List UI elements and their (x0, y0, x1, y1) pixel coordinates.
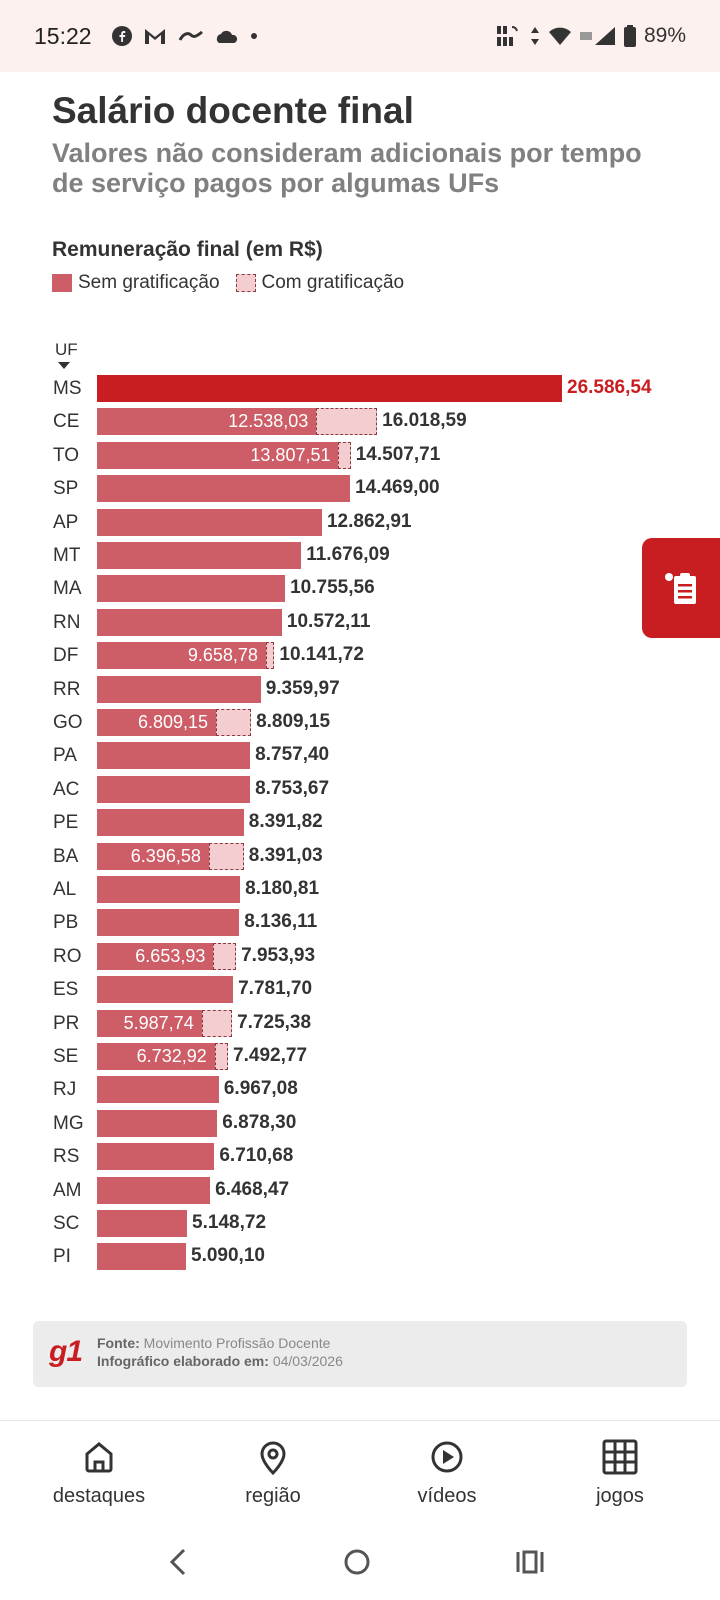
volte-icon (496, 24, 522, 48)
status-bar (0, 0, 720, 72)
bar-extension-ba (209, 843, 244, 870)
bar-rs (97, 1143, 214, 1170)
floating-action-button[interactable] (642, 538, 720, 638)
category-label-pb: PB (53, 912, 79, 934)
base-value-label-ro: 6.653,93 (135, 945, 206, 966)
back-icon[interactable] (159, 1542, 199, 1582)
bar-extension-to (338, 442, 350, 469)
home-icon (79, 1437, 119, 1477)
bar-ap (97, 509, 322, 536)
bar-extension-df (266, 642, 274, 669)
bar-extension-ce (316, 408, 377, 435)
total-value-label-pb: 8.136,11 (244, 911, 318, 933)
source-label: Fonte: (97, 1335, 140, 1351)
legend-label-com: Com gratificação (261, 272, 405, 293)
total-value-label-pa: 8.757,40 (255, 744, 330, 766)
total-value-label-pi: 5.090,10 (191, 1245, 265, 1267)
battery-percent: 89% (643, 24, 686, 47)
chart-subtitle: Valores não consideram adicionais por tempo de serviço pagos por algumas UFs (52, 138, 642, 198)
gmail-icon (144, 27, 166, 45)
base-value-label-go: 6.809,15 (138, 712, 209, 732)
notification-icons (112, 26, 258, 46)
signal-5g-icon (580, 26, 616, 46)
legend-item-sem (52, 272, 220, 294)
total-value-label-es: 7.781,70 (238, 978, 313, 1000)
total-value-label-ma: 10.755,56 (290, 577, 375, 599)
total-value-label-df: 10.141,72 (279, 644, 364, 666)
bar-pa (97, 742, 250, 769)
measure-label: Remuneração final (em R$) (52, 238, 323, 261)
system-status-icons (496, 24, 686, 48)
total-value-label-ba: 8.391,03 (248, 844, 323, 866)
source-box (33, 1321, 687, 1387)
category-label-rr: RR (53, 678, 81, 700)
category-label-ms: MS (53, 378, 82, 399)
axis-header-uf[interactable]: UF (55, 340, 78, 359)
legend-swatch-dashed (236, 274, 256, 292)
bar-pe (97, 809, 244, 836)
bar-ms (97, 375, 562, 402)
bar-sc (97, 1210, 187, 1237)
base-value-label-pr: 5.987,74 (123, 1012, 194, 1033)
location-pin-icon (253, 1437, 293, 1477)
total-value-label-se: 7.492,77 (233, 1045, 308, 1066)
bar-al (97, 876, 240, 903)
source-value: Movimento Profissão Docente (143, 1335, 331, 1351)
made-line (97, 1353, 343, 1369)
category-label-ba: BA (53, 845, 79, 867)
category-label-ap: AP (53, 511, 79, 533)
total-value-label-rj: 6.967,08 (223, 1078, 298, 1100)
ifood-icon (178, 29, 204, 43)
total-value-label-mt: 11.676,09 (306, 544, 390, 565)
legend-swatch-solid (52, 274, 72, 292)
total-value-label-mg: 6.878,30 (222, 1111, 297, 1133)
base-value-label-df: 9.658,78 (187, 645, 258, 666)
legend (52, 272, 420, 294)
bar-ac (97, 776, 250, 803)
category-label-sp: SP (53, 478, 79, 500)
bar-mg (97, 1110, 217, 1137)
category-label-pi: PI (53, 1246, 71, 1268)
legend-label-sem: Sem gratificação (78, 272, 220, 293)
nav-label-destaques: destaques (52, 1485, 146, 1507)
dot-icon (250, 32, 258, 40)
bar-mt (97, 542, 301, 569)
data-arrows-icon (530, 26, 540, 46)
category-label-ma: MA (53, 578, 82, 600)
bar-am (97, 1177, 210, 1204)
bar-extension-ro (213, 943, 236, 970)
total-value-label-ac: 8.753,67 (255, 777, 330, 799)
category-label-mt: MT (53, 545, 81, 566)
total-value-label-ap: 12.862,91 (326, 510, 412, 532)
bottom-navigation (0, 1420, 720, 1520)
bar-rn (97, 609, 282, 636)
total-value-label-rr: 9.359,97 (265, 677, 340, 699)
bar-extension-pr (202, 1010, 232, 1037)
legend-item-com (236, 272, 405, 294)
bar-es (97, 976, 233, 1003)
total-value-label-pe: 8.391,82 (248, 811, 323, 833)
nav-label-jogos: jogos (596, 1485, 644, 1507)
bar-extension-go (216, 709, 251, 736)
recents-icon[interactable] (510, 1542, 550, 1582)
category-label-al: AL (53, 879, 77, 900)
base-value-label-to: 13.807,51 (250, 444, 331, 465)
total-value-label-go: 8.809,15 (256, 711, 331, 732)
made-label: Infográfico elaborado em: (97, 1353, 269, 1369)
facebook-icon (112, 26, 132, 46)
made-value: 04/03/2026 (272, 1353, 343, 1369)
source-line (97, 1335, 330, 1351)
base-value-label-ce: 12.538,03 (228, 411, 309, 432)
category-label-se: SE (53, 1046, 79, 1067)
total-value-label-ms: 26.586,54 (567, 377, 652, 398)
nav-regiao[interactable] (203, 1437, 343, 1508)
bar-pi (97, 1243, 186, 1270)
bar-chart (0, 372, 720, 1272)
bar-extension-se (215, 1043, 228, 1070)
g1-logo: g1 (49, 1335, 83, 1368)
category-label-go: GO (53, 712, 83, 733)
battery-icon (624, 25, 636, 47)
bar-pb (97, 909, 239, 936)
total-value-label-al: 8.180,81 (245, 878, 320, 899)
category-label-pa: PA (53, 745, 77, 767)
nav-jogos[interactable] (550, 1437, 690, 1508)
category-label-to: TO (53, 444, 80, 466)
home-circle-icon[interactable] (337, 1542, 377, 1582)
category-label-rn: RN (53, 611, 81, 633)
total-value-label-ro: 7.953,93 (241, 944, 316, 966)
total-value-label-ce: 16.018,59 (382, 410, 467, 432)
category-label-rj: RJ (53, 1079, 77, 1101)
category-label-sc: SC (53, 1213, 80, 1234)
bar-sp (97, 475, 350, 502)
base-value-label-se: 6.732,92 (136, 1046, 207, 1066)
total-value-label-to: 14.507,71 (355, 443, 441, 465)
play-icon (427, 1437, 467, 1477)
sort-down-icon[interactable] (58, 362, 70, 369)
wifi-icon (548, 26, 572, 46)
bar-rr (97, 676, 261, 703)
category-label-mg: MG (53, 1112, 84, 1134)
bar-ma (97, 575, 285, 602)
nav-label-videos: vídeos (417, 1485, 477, 1507)
total-value-label-rs: 6.710,68 (219, 1145, 294, 1167)
clipboard-list-icon (661, 568, 701, 608)
chart-title: Salário docente final (52, 90, 414, 131)
bar-rj (97, 1076, 219, 1103)
category-label-rs: RS (53, 1146, 80, 1168)
nav-videos[interactable] (377, 1437, 517, 1508)
category-label-df: DF (53, 645, 79, 667)
category-label-ro: RO (53, 945, 82, 967)
base-value-label-ba: 6.396,58 (130, 845, 201, 866)
system-navigation (0, 1520, 720, 1600)
status-time: 15:22 (34, 22, 92, 49)
total-value-label-am: 6.468,47 (215, 1178, 290, 1200)
article-content (0, 72, 720, 1420)
total-value-label-sc: 5.148,72 (192, 1212, 267, 1233)
cloud-icon (216, 28, 238, 44)
category-label-am: AM (53, 1179, 82, 1201)
nav-destaques[interactable] (29, 1437, 169, 1508)
nav-label-regiao: região (245, 1485, 301, 1507)
total-value-label-sp: 14.469,00 (355, 477, 440, 499)
total-value-label-rn: 10.572,11 (286, 610, 371, 632)
category-label-es: ES (53, 979, 79, 1001)
category-label-pe: PE (53, 812, 79, 834)
category-label-ac: AC (53, 778, 80, 800)
grid-icon (600, 1437, 640, 1477)
total-value-label-pr: 7.725,38 (237, 1011, 312, 1033)
category-label-pr: PR (53, 1012, 80, 1034)
category-label-ce: CE (53, 411, 80, 433)
